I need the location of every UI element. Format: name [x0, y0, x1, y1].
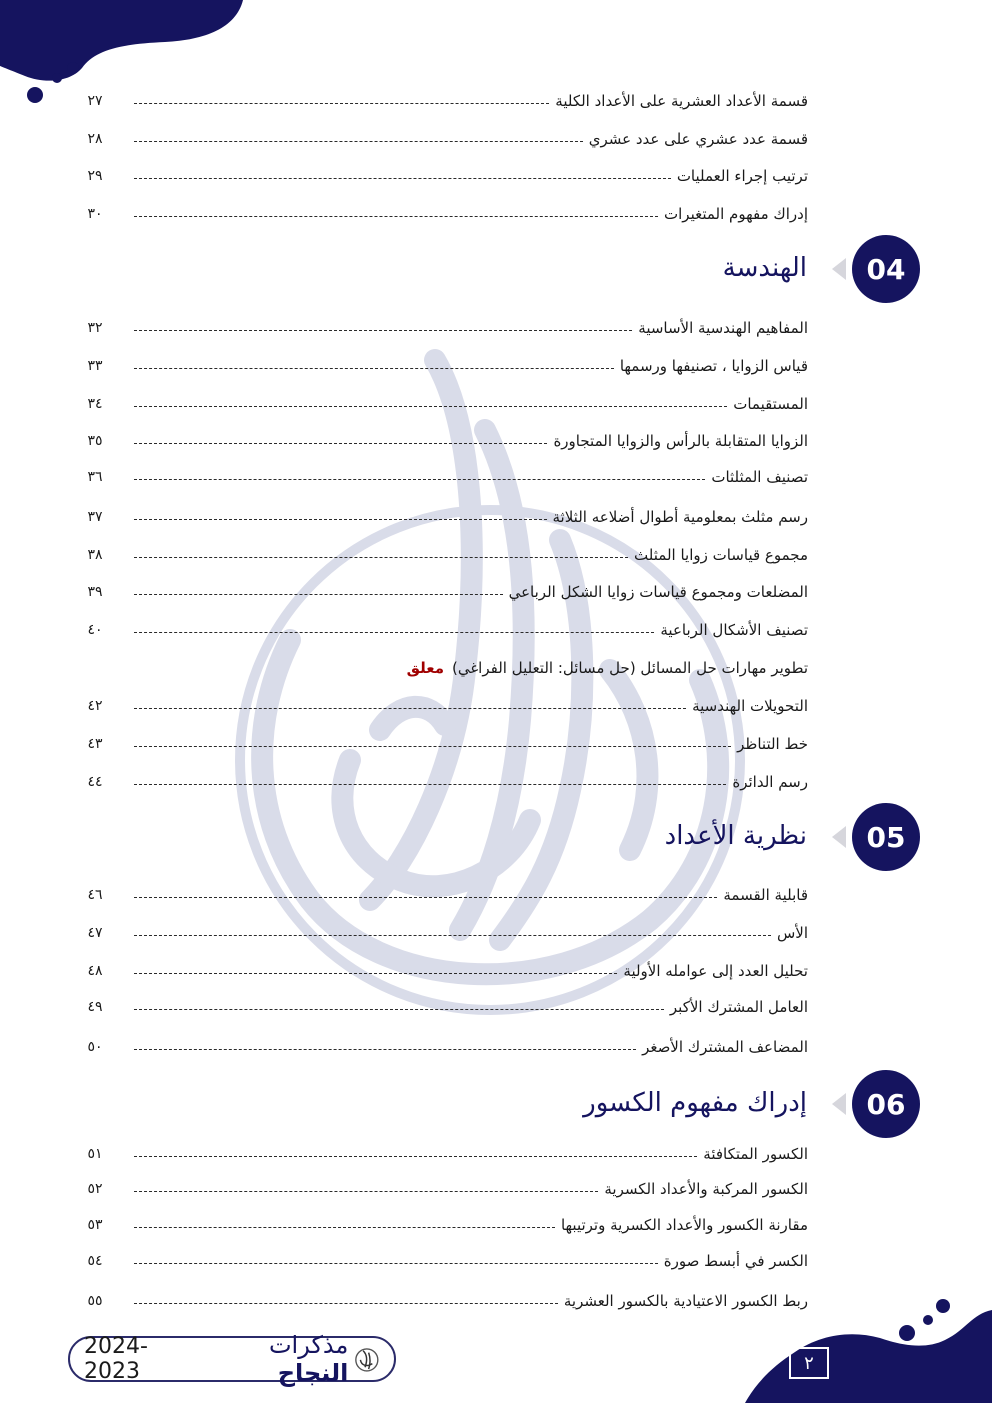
- page-number: ٢: [789, 1347, 829, 1379]
- section-title[interactable]: إدراك مفهوم الكسور: [583, 1088, 807, 1118]
- leader-dots: [134, 632, 654, 633]
- toc-page-number: ٤٦: [87, 887, 103, 903]
- toc-row[interactable]: [80, 1174, 808, 1204]
- toc-page-number: ٤٠: [87, 622, 103, 638]
- section-number-badge: 06: [852, 1070, 920, 1138]
- toc-row[interactable]: [80, 729, 808, 759]
- toc-item-title: المضاعف المشترك الأصغر: [642, 1038, 808, 1056]
- leader-dots: [134, 784, 726, 785]
- toc-item-title: تحليل العدد إلى عوامله الأولية: [623, 962, 808, 980]
- toc-item-title: قياس الزوايا ، تصنيفها ورسمها: [619, 357, 808, 375]
- toc-row[interactable]: [80, 1210, 808, 1240]
- toc-row[interactable]: [80, 918, 808, 948]
- toc-row[interactable]: [80, 615, 808, 645]
- leader-dots: [134, 1263, 658, 1264]
- toc-item-title: الزوايا المتقابلة بالرأس والزوايا المتجاورة: [553, 432, 808, 450]
- toc-row[interactable]: [80, 956, 808, 986]
- toc-item-title: الكسور المتكافئة: [703, 1145, 808, 1163]
- toc-row[interactable]: [80, 540, 808, 570]
- footer-years: 2024-2023: [84, 1334, 148, 1384]
- toc-page-number: ٤٢: [87, 698, 103, 714]
- leader-dots: [134, 479, 705, 480]
- leader-dots: [134, 897, 717, 898]
- toc-item-title: إدراك مفهوم المتغيرات: [664, 205, 808, 223]
- toc-item-title: العامل المشترك الأكبر: [669, 998, 808, 1016]
- toc-row[interactable]: [80, 426, 808, 456]
- toc-page-number: ٤٣: [87, 736, 103, 752]
- leader-dots: [134, 141, 583, 142]
- toc-page-number: ٢٧: [87, 93, 103, 109]
- toc-page-number: ٥٠: [87, 1039, 103, 1055]
- toc-page-number: ٣٠: [87, 206, 103, 222]
- toc-page-number: ٥٥: [87, 1293, 103, 1309]
- toc-page-number: ٣٤: [87, 396, 103, 412]
- toc-item-title: تطوير مهارات حل المسائل (حل مسائل: التعليل الفراغي): [451, 659, 808, 677]
- section-number-badge: 04: [852, 235, 920, 303]
- leader-dots: [134, 1156, 697, 1157]
- section-title[interactable]: نظرية الأعداد: [664, 821, 807, 851]
- leader-dots: [134, 443, 547, 444]
- toc-row[interactable]: [80, 124, 808, 154]
- toc-row[interactable]: [80, 86, 808, 116]
- toc-row[interactable]: [80, 351, 808, 381]
- leader-dots: [134, 330, 632, 331]
- toc-page-number: ٣٥: [87, 433, 103, 449]
- toc-row[interactable]: [80, 313, 808, 343]
- footer-brand-prefix: مذكرات: [268, 1331, 349, 1359]
- toc-page-number: ٣٩: [87, 584, 103, 600]
- toc-page-number: ٣٧: [87, 509, 103, 525]
- toc-row[interactable]: [80, 1246, 808, 1276]
- leader-dots: [134, 708, 686, 709]
- toc-item-title: قسمة الأعداد العشرية على الأعداد الكلية: [555, 92, 808, 110]
- leader-dots: [134, 368, 614, 369]
- toc-item-title: تصنيف المثلثات: [711, 468, 808, 486]
- toc-page-number: ٥٣: [87, 1217, 103, 1233]
- toc-page-number: ٥٤: [87, 1253, 103, 1269]
- toc-row[interactable]: [80, 992, 808, 1022]
- leader-dots: [134, 1227, 555, 1228]
- toc-item-title: خط التناظر: [737, 735, 808, 753]
- leader-dots: [134, 1303, 558, 1304]
- footer-brand-name: النجاح: [277, 1359, 349, 1387]
- toc-row[interactable]: [80, 577, 808, 607]
- toc-row[interactable]: [80, 462, 808, 492]
- leader-dots: [134, 519, 547, 520]
- leader-dots: [134, 594, 503, 595]
- toc-row-flagged[interactable]: [80, 653, 808, 683]
- toc-row[interactable]: [80, 767, 808, 797]
- toc-row[interactable]: [80, 161, 808, 191]
- toc-page-number: ٤٩: [87, 999, 103, 1015]
- section-badge-pointer: [832, 826, 846, 848]
- toc-row[interactable]: [80, 1286, 808, 1316]
- leader-dots: [134, 1191, 598, 1192]
- toc-item-title: ترتيب إجراء العمليات: [676, 167, 808, 185]
- footer-brand-pill: [68, 1331, 396, 1387]
- toc-page-number: ٥١: [87, 1146, 103, 1162]
- toc-row[interactable]: [80, 502, 808, 532]
- toc-item-title: التحويلات الهندسية: [692, 697, 808, 715]
- leader-dots: [134, 406, 727, 407]
- leader-dots: [134, 103, 549, 104]
- toc-row[interactable]: [80, 1032, 808, 1062]
- section-badge-pointer: [832, 1093, 846, 1115]
- toc-page-number: ٢٨: [87, 131, 103, 147]
- toc-page-number: ٤٧: [87, 925, 103, 941]
- leader-dots: [134, 973, 617, 974]
- toc-item-title: تصنيف الأشكال الرباعية: [660, 621, 808, 639]
- leader-dots: [134, 216, 658, 217]
- toc-row[interactable]: [80, 1139, 808, 1169]
- toc-page-number: ٣٦: [87, 469, 103, 485]
- section-badge-pointer: [832, 258, 846, 280]
- toc-page-number: ٥٢: [87, 1181, 103, 1197]
- toc-item-title: مقارنة الكسور والأعداد الكسرية وترتيبها: [560, 1216, 808, 1234]
- toc-item-title: رسم الدائرة: [732, 773, 808, 791]
- toc-item-title: رسم مثلث بمعلومية أطوال أضلاعه الثلاثة: [552, 508, 808, 526]
- leader-dots: [134, 1009, 664, 1010]
- toc-item-title: الأس: [776, 924, 808, 942]
- toc-row[interactable]: [80, 880, 808, 910]
- leader-dots: [134, 746, 731, 747]
- toc-item-title: مجموع قياسات زوايا المثلث: [634, 546, 808, 564]
- leader-dots: [134, 557, 628, 558]
- toc-page-number: ٢٩: [87, 168, 103, 184]
- toc-item-title: ربط الكسور الاعتيادية بالكسور العشرية: [563, 1292, 808, 1310]
- toc-page-number: ٣٨: [87, 547, 103, 563]
- toc-page-number: ٣٢: [87, 320, 103, 336]
- toc-item-title: قابلية القسمة: [723, 886, 808, 904]
- toc-row[interactable]: [80, 691, 808, 721]
- brand-logo-icon: [354, 1344, 380, 1374]
- toc-item-title: الكسور المركبة والأعداد الكسرية: [604, 1180, 808, 1198]
- footer-brand: [204, 1331, 348, 1387]
- toc-row[interactable]: [80, 199, 808, 229]
- toc-page-number: ٣٣: [87, 358, 103, 374]
- leader-dots: [134, 178, 671, 179]
- toc-page-number: ٤٤: [87, 774, 103, 790]
- toc-item-title: قسمة عدد عشري على عدد عشري: [588, 130, 808, 148]
- toc-item-title: المضلعات ومجموع قياسات زوايا الشكل الرباعي: [508, 583, 808, 601]
- leader-dots: [134, 935, 771, 936]
- leader-dots: [134, 1049, 636, 1050]
- pending-flag: معلق: [406, 659, 444, 677]
- toc-item-title: المفاهيم الهندسية الأساسية: [638, 319, 808, 337]
- section-number-badge: 05: [852, 803, 920, 871]
- section-title[interactable]: الهندسة: [722, 253, 807, 283]
- toc-item-title: المستقيمات: [733, 395, 808, 413]
- toc-row[interactable]: [80, 389, 808, 419]
- toc-item-title: الكسر في أبسط صورة: [663, 1252, 808, 1270]
- toc-page-number: ٤٨: [87, 963, 103, 979]
